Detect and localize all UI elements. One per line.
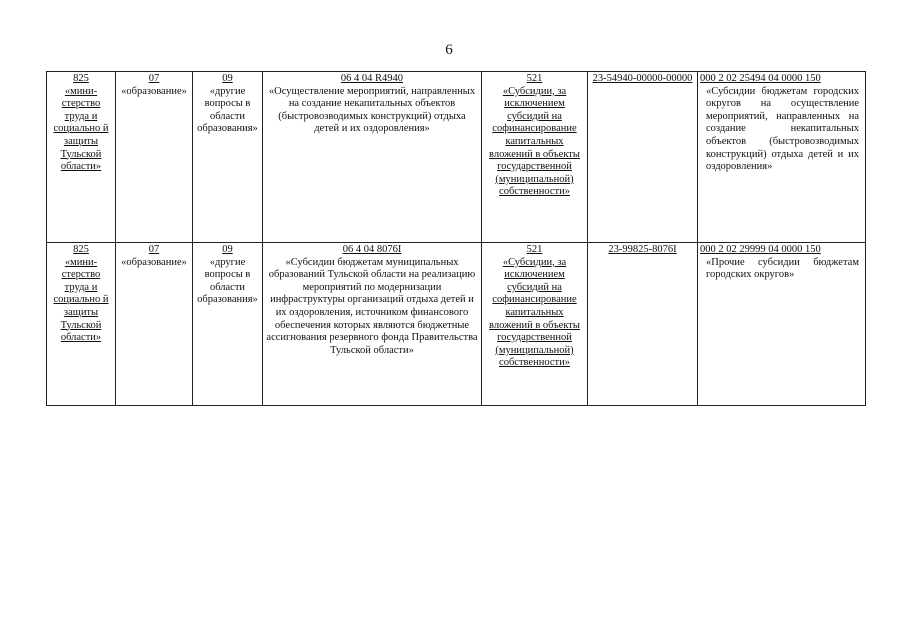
- section-code: 07: [148, 73, 160, 84]
- revenue-code-cell: [698, 72, 866, 243]
- section-code: 07: [148, 244, 160, 255]
- purpose-code: 23-54940-00000-00000: [592, 73, 693, 84]
- expense-type-name: «Субсидии, за исключением субсидий на софинансирование капитальных вложений в объекты государственной (муниципальной) собственности»: [489, 256, 580, 369]
- ministry-cell: [47, 243, 116, 406]
- expense-type-name: «Субсидии, за исключением субсидий на софинансирование капитальных вложений в объекты государственной (муниципальной) собственности»: [489, 85, 580, 198]
- page-number: 6: [445, 42, 453, 58]
- table-row: [47, 72, 866, 243]
- revenue-code-cell: [698, 243, 866, 406]
- ministry-name: «мини-стерство труда и социально й защиты Тульской области»: [53, 256, 109, 344]
- ministry-cell: [47, 72, 116, 243]
- revenue-code: 000 2 02 25494 04 0000 150: [700, 73, 821, 84]
- subsection-name: «другие вопросы в области образования»: [197, 85, 258, 135]
- revenue-name: «Прочие субсидии бюджетам городских округов»: [706, 256, 859, 281]
- subsection-cell: [193, 72, 263, 243]
- purpose-code: 23-99825-8076I: [608, 244, 677, 255]
- target-article-cell: [263, 243, 482, 406]
- target-article-code: 06 4 04 8076I: [342, 244, 402, 255]
- purpose-code-cell: [588, 72, 698, 243]
- section-name: «образование»: [121, 256, 187, 268]
- table-row: [47, 243, 866, 406]
- ministry-code: 825: [73, 244, 89, 255]
- revenue-name: «Субсидии бюджетам городских округов на осуществление мероприятий, направленных на создание некапитальных объектов (быстровозводимых конструкций) отдыха детей и их оздоровления»: [706, 85, 859, 173]
- target-article-cell: [263, 72, 482, 243]
- section-cell: [116, 243, 193, 406]
- ministry-name: «мини-стерство труда и социально й защиты Тульской области»: [53, 85, 109, 173]
- subsection-code: 09: [222, 244, 233, 255]
- subsection-name: «другие вопросы в области образования»: [197, 256, 258, 306]
- revenue-code: 000 2 02 29999 04 0000 150: [700, 244, 821, 255]
- target-article-name: «Осуществление мероприятий, направленных на создание некапитальных объектов (быстровозводимых конструкций) отдыха детей и их оздоровления»: [268, 85, 476, 135]
- section-cell: [116, 72, 193, 243]
- expense-type-cell: [482, 72, 588, 243]
- subsection-code: 09: [222, 73, 233, 84]
- subsection-cell: [193, 243, 263, 406]
- target-article-name: «Субсидии бюджетам муниципальных образований Тульской области на реализацию мероприятий по модернизации инфраструктуры организаций отдыха детей и их оздоровления, источником финансового обеспечения которых являются бюджетные ассигнования резервного фонда Правительства Тульской области»: [266, 256, 478, 356]
- expense-type-code: 521: [526, 73, 543, 84]
- budget-classification-table: [46, 71, 866, 406]
- target-article-code: 06 4 04 R4940: [340, 73, 404, 84]
- expense-type-code: 521: [526, 244, 543, 255]
- section-name: «образование»: [121, 85, 187, 97]
- ministry-code: 825: [73, 73, 89, 84]
- purpose-code-cell: [588, 243, 698, 406]
- expense-type-cell: [482, 243, 588, 406]
